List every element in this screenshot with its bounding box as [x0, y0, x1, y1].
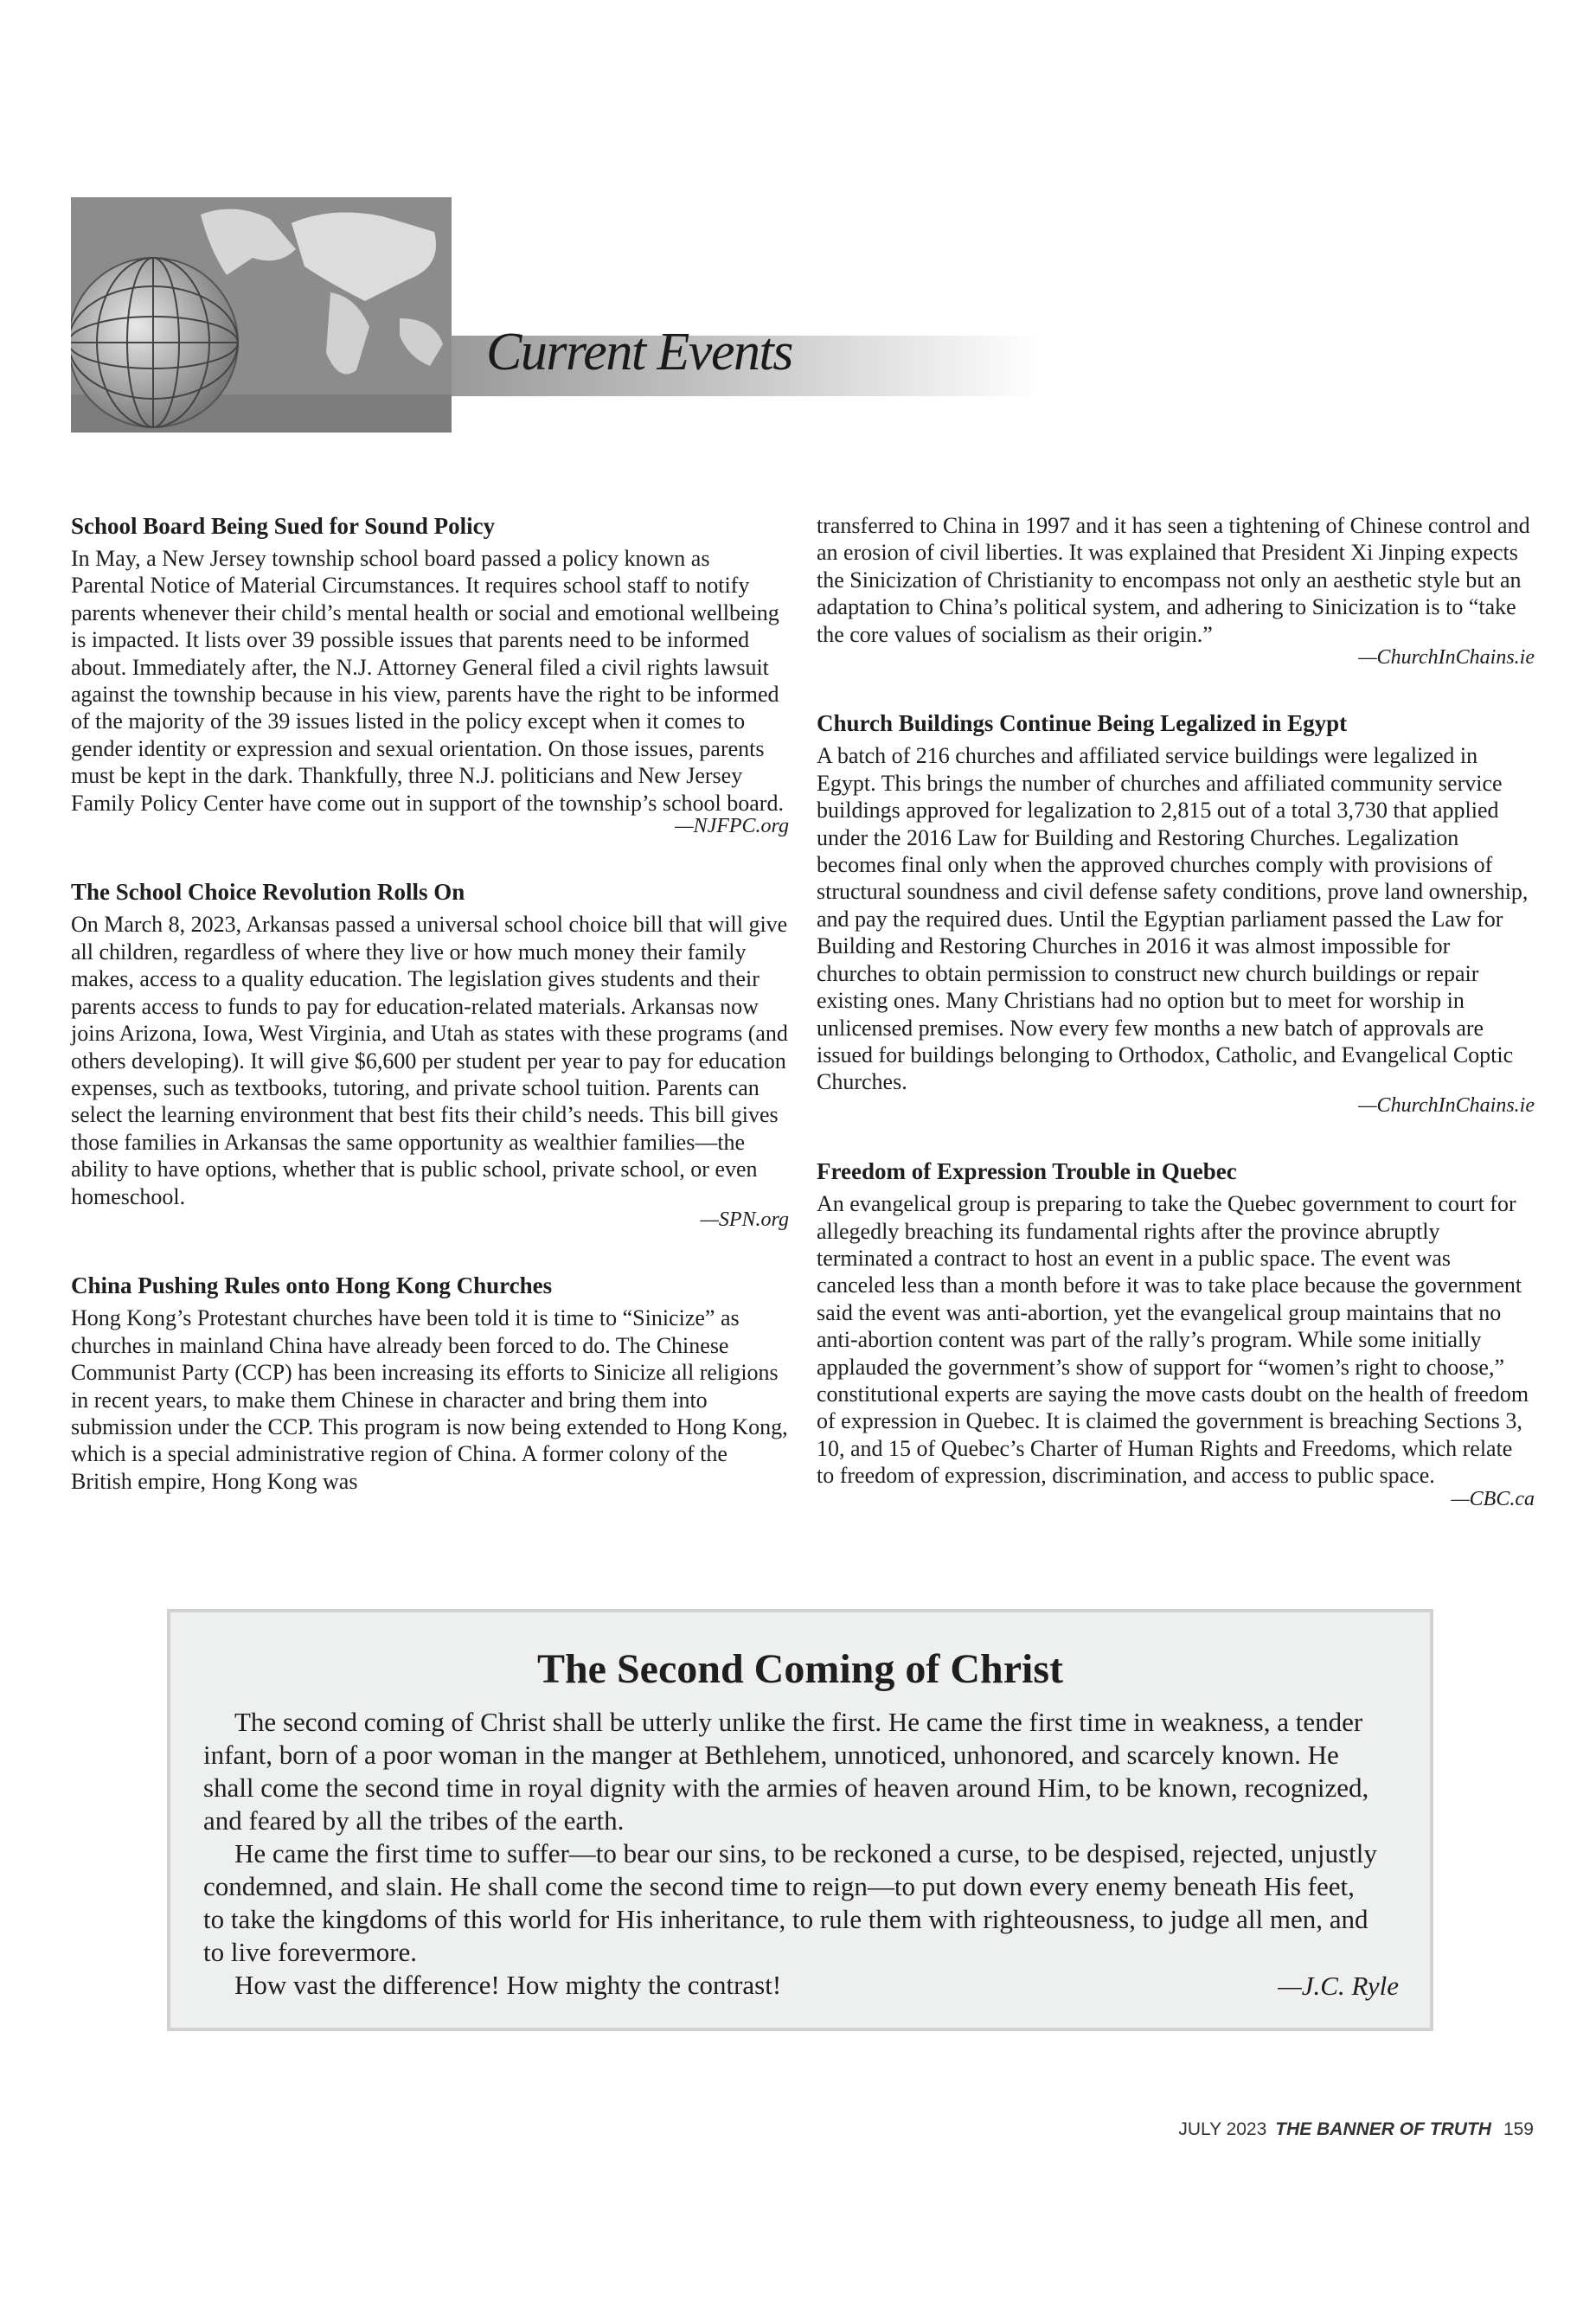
article-source: —ChurchInChains.ie: [1358, 1093, 1535, 1117]
footer-date: JULY 2023: [1178, 2119, 1267, 2139]
article-source: —SPN.org: [700, 1208, 789, 1231]
article-body: transferred to China in 1997 and it has seen a tightening of Chinese control and an erosion of civil liberties. It was explained that President Xi Jinping expects the Sinicization of Christianity to encompass not only an aesthetic style but an adaptation to China’s political system, and adhering to Sinicization is to “take the core values of socialism as their origin.”: [817, 513, 1530, 647]
quote-paragraph: How vast the difference! How mighty the contrast!: [234, 1970, 782, 2000]
article-school-choice: [71, 878, 789, 1234]
quote-paragraph: The second coming of Christ shall be utterly unlike the first. He came the first time in weakness, a tender infant, born of a poor woman in the manger at Bethlehem, unnoticed, unhonored, and scarcely known. He shall come the second time in royal dignity with the armies of heaven around Him, to be known, recognized, and feared by all the tribes of the earth.: [203, 1707, 1369, 1836]
quote-box: [167, 1609, 1433, 2031]
article-headline: Church Buildings Continue Being Legalized in Egypt: [817, 710, 1348, 737]
article-hong-kong-continued: [817, 512, 1535, 671]
quote-author: —J.C. Ryle: [1278, 1971, 1399, 2001]
footer-magazine: THE BANNER OF TRUTH: [1275, 2119, 1491, 2139]
globe-map-image: [71, 197, 1040, 433]
article-school-board: [71, 512, 789, 840]
article-source: —ChurchInChains.ie: [1358, 646, 1535, 670]
section-banner: [71, 197, 1040, 433]
right-column: [817, 512, 1535, 1551]
article-headline: The School Choice Revolution Rolls On: [71, 879, 465, 906]
quote-title: The Second Coming of Christ: [536, 1646, 1064, 1692]
article-egypt-churches: [817, 709, 1535, 1119]
article-hong-kong: [71, 1272, 789, 1495]
article-headline: China Pushing Rules onto Hong Kong Churches: [71, 1272, 553, 1299]
section-title: Current Events: [486, 323, 792, 381]
quote-body: [203, 1706, 1378, 2002]
article-headline: Freedom of Expression Trouble in Quebec: [817, 1158, 1237, 1185]
page-footer: [1178, 2119, 1534, 2140]
article-source: —CBC.ca: [1451, 1487, 1535, 1510]
article-quebec: [817, 1157, 1535, 1513]
article-body: An evangelical group is preparing to take the Quebec government to court for allegedly breaching its fundamental rights after the province abruptly terminated a contract to host an event in a public space. The event was canceled less than a month before it was to take place because the government said the event was anti-abortion, yet the evangelical group maintains that no anti-abortion content was part of the rally’s program. While some initially applauded the government’s show of support for “women’s right to choose,” constitutional experts are saying the move casts doubt on the health of freedom of expression in Quebec. It is claimed the government is breaching Sections 3, 10, and 15 of Quebec’s Charter of Human Rights and Freedoms, which relate to freedom of expression, discrimination, and access to public space.: [817, 1191, 1529, 1489]
quote-paragraph: He came the first time to suffer—to bear our sins, to be reckoned a curse, to be despised, rejected, unjustly condemned, and slain. He shall come the second time to reign—to put down every enemy beneath His feet, to take the kingdoms of this world for His inheritance, to rule them with righteousness, to judge all men, and to live forevermore.: [203, 1838, 1377, 1967]
article-body: A batch of 216 churches and affiliated service buildings were legalized in Egypt. This brings the number of churches and affiliated community service buildings approved for legalization to 2,815 out of a total 3,730 that applied under the 2016 Law for Building and Restoring Churches. Legalization becomes final only when the approved churches comply with provisions of structural soundness and civil defense safety conditions, prove land ownership, and pay the required dues. Until the Egyptian parliament passed the Law for Building and Restoring Churches in 2016 it was almost impossible for churches to obtain permission to construct new church buildings or repair existing ones. Many Christians had no option but to meet for worship in unlicensed premises. Now every few months a new batch of approvals are issued for buildings belonging to Orthodox, Catholic, and Evangelical Coptic Churches.: [817, 743, 1529, 1095]
article-headline: School Board Being Sued for Sound Policy: [71, 513, 496, 539]
article-body: On March 8, 2023, Arkansas passed a universal school choice bill that will give all children, regardless of where they live or how much money their family makes, access to a quality education. The legislation gives students and their parents access to funds to pay for education-related materials. Arkansas now joins Arizona, Iowa, West Virginia, and Utah as states with these programs (and others developing). It will give $6,600 per student per year to pay for education expenses, such as textbooks, tutoring, and private school tuition. Parents can select the learning environment that best fits their child’s needs. This bill gives those families in Arkansas the same opportunity as wealthier families—the ability to have options, whether that is public school, private school, or even homeschool.: [71, 912, 788, 1209]
article-source: —NJFPC.org: [675, 815, 789, 838]
page-number: 159: [1503, 2119, 1534, 2139]
left-column: [71, 512, 789, 1533]
article-body: Hong Kong’s Protestant churches have been told it is time to “Sinicize” as churches in mainland China have already been forced to do. The Chinese Communist Party (CCP) has been increasing its efforts to Sinicize all religions in recent years, to make them Chinese in character and bring them into submission under the CCP. This program is now being extended to Hong Kong, which is a special administrative region of China. A former colony of the British empire, Hong Kong was: [71, 1305, 788, 1494]
article-body: In May, a New Jersey township school board passed a policy known as Parental Notice of Material Circumstances. It requires school staff to notify parents whenever their child’s mental health or social and emotional wellbeing is impacted. It lists over 39 possible issues that parents need to be informed about. Immediately after, the N.J. Attorney General filed a civil rights lawsuit against the township because in his view, parents have the right to be informed of the majority of the 39 issues listed in the policy except when it comes to gender identity or expression and sexual orientation. On those issues, parents must be kept in the dark. Thankfully, three N.J. politicians and New Jersey Family Policy Center have come out in support of the township’s school board.: [71, 546, 784, 816]
